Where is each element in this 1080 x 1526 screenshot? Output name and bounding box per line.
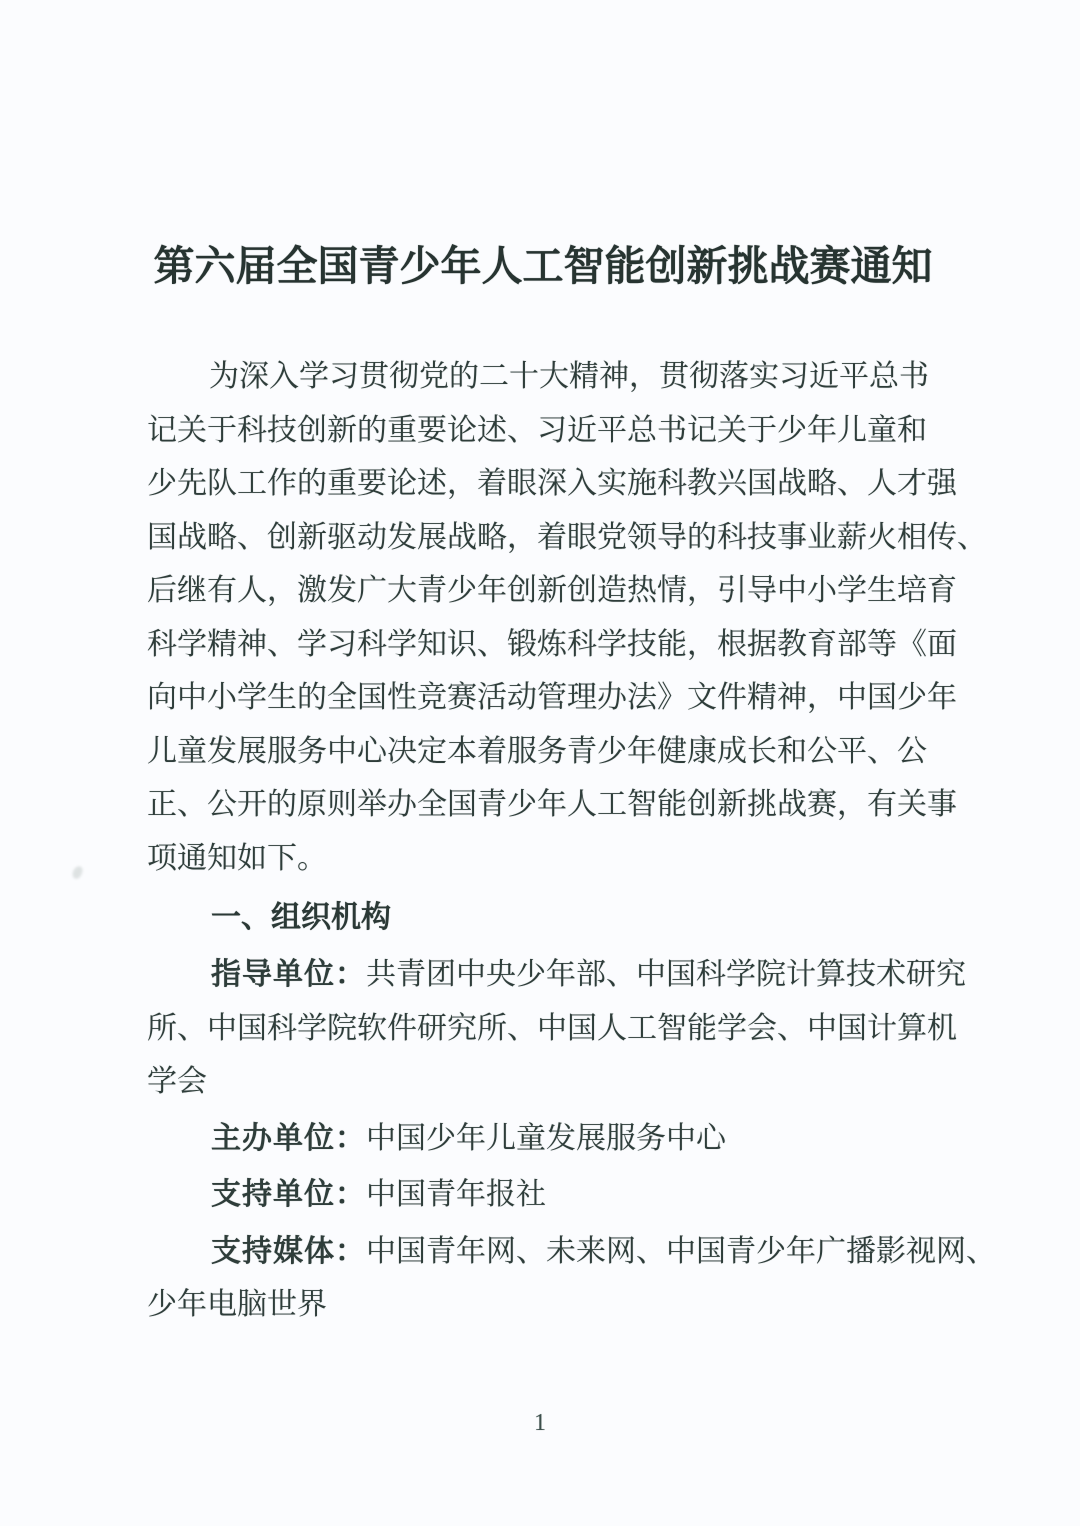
org-item-host-unit (147, 1112, 939, 1166)
text-line: 国战略、创新驱动发展战略，着眼党领导的科技事业薪火相传、 (147, 520, 987, 554)
org-label: 指导单位： (211, 958, 366, 991)
org-label: 主办单位： (211, 1121, 366, 1155)
text-line (147, 1225, 996, 1279)
text-line: 儿童发展服务中心决定本着服务青少年健康成长和公平、公 (147, 734, 927, 768)
text-line: 记关于科技创新的重要论述、习近平总书记关于少年儿童和 (147, 413, 927, 447)
org-value: 中国青年网、未来网、中国青少年广播影视网、 (366, 1234, 996, 1268)
text-line: 项通知如下。 (147, 841, 327, 875)
text-line (147, 1168, 939, 1222)
intro-paragraph (147, 350, 987, 885)
text-line: 为深入学习贯彻党的二十大精神，贯彻落实习近平总书 (209, 360, 929, 393)
org-item-support-unit (147, 1168, 939, 1222)
org-item-guidance-units (147, 948, 966, 1109)
text-line: 少先队工作的重要论述，着眼深入实施科教兴国战略、人才强 (147, 467, 957, 500)
text-line: 后继有人，激发广大青少年创新创造热情，引导中小学生培育 (147, 574, 957, 607)
organization-list (147, 948, 996, 1332)
org-value: 中国青年报社 (366, 1178, 546, 1211)
org-value: 共青团中央少年部、中国科学院计算技术研究 (366, 958, 966, 991)
document-title: 第六届全国青少年人工智能创新挑战赛通知 (153, 243, 933, 289)
text-line: 所、中国科学院软件研究所、中国人工智能学会、中国计算机 (147, 1011, 957, 1045)
text-line: 学会 (147, 1065, 207, 1098)
document-content (147, 238, 996, 1332)
org-label: 支持媒体： (211, 1234, 366, 1268)
text-line: 科学精神、学习科学知识、锻炼科学技能，根据教育部等《面 (147, 627, 957, 661)
org-wrapped-lines (147, 1002, 957, 1109)
text-line (147, 948, 966, 1002)
org-value: 中国少年儿童发展服务中心 (366, 1121, 726, 1155)
scan-artifact-mark (71, 865, 84, 880)
text-line (147, 1112, 939, 1166)
text-line: 少年电脑世界 (147, 1288, 327, 1321)
text-line: 向中小学生的全国性竞赛活动管理办法》文件精神，中国少年 (147, 681, 957, 714)
page-number: 1 (534, 1410, 546, 1436)
org-wrapped-lines (147, 1278, 939, 1332)
org-label: 支持单位： (211, 1178, 366, 1211)
section-heading-organization: 一、组织机构 (211, 901, 391, 934)
text-line: 正、公开的原则举办全国青少年人工智能创新挑战赛，有关事 (147, 788, 957, 821)
org-item-support-media (147, 1225, 996, 1332)
